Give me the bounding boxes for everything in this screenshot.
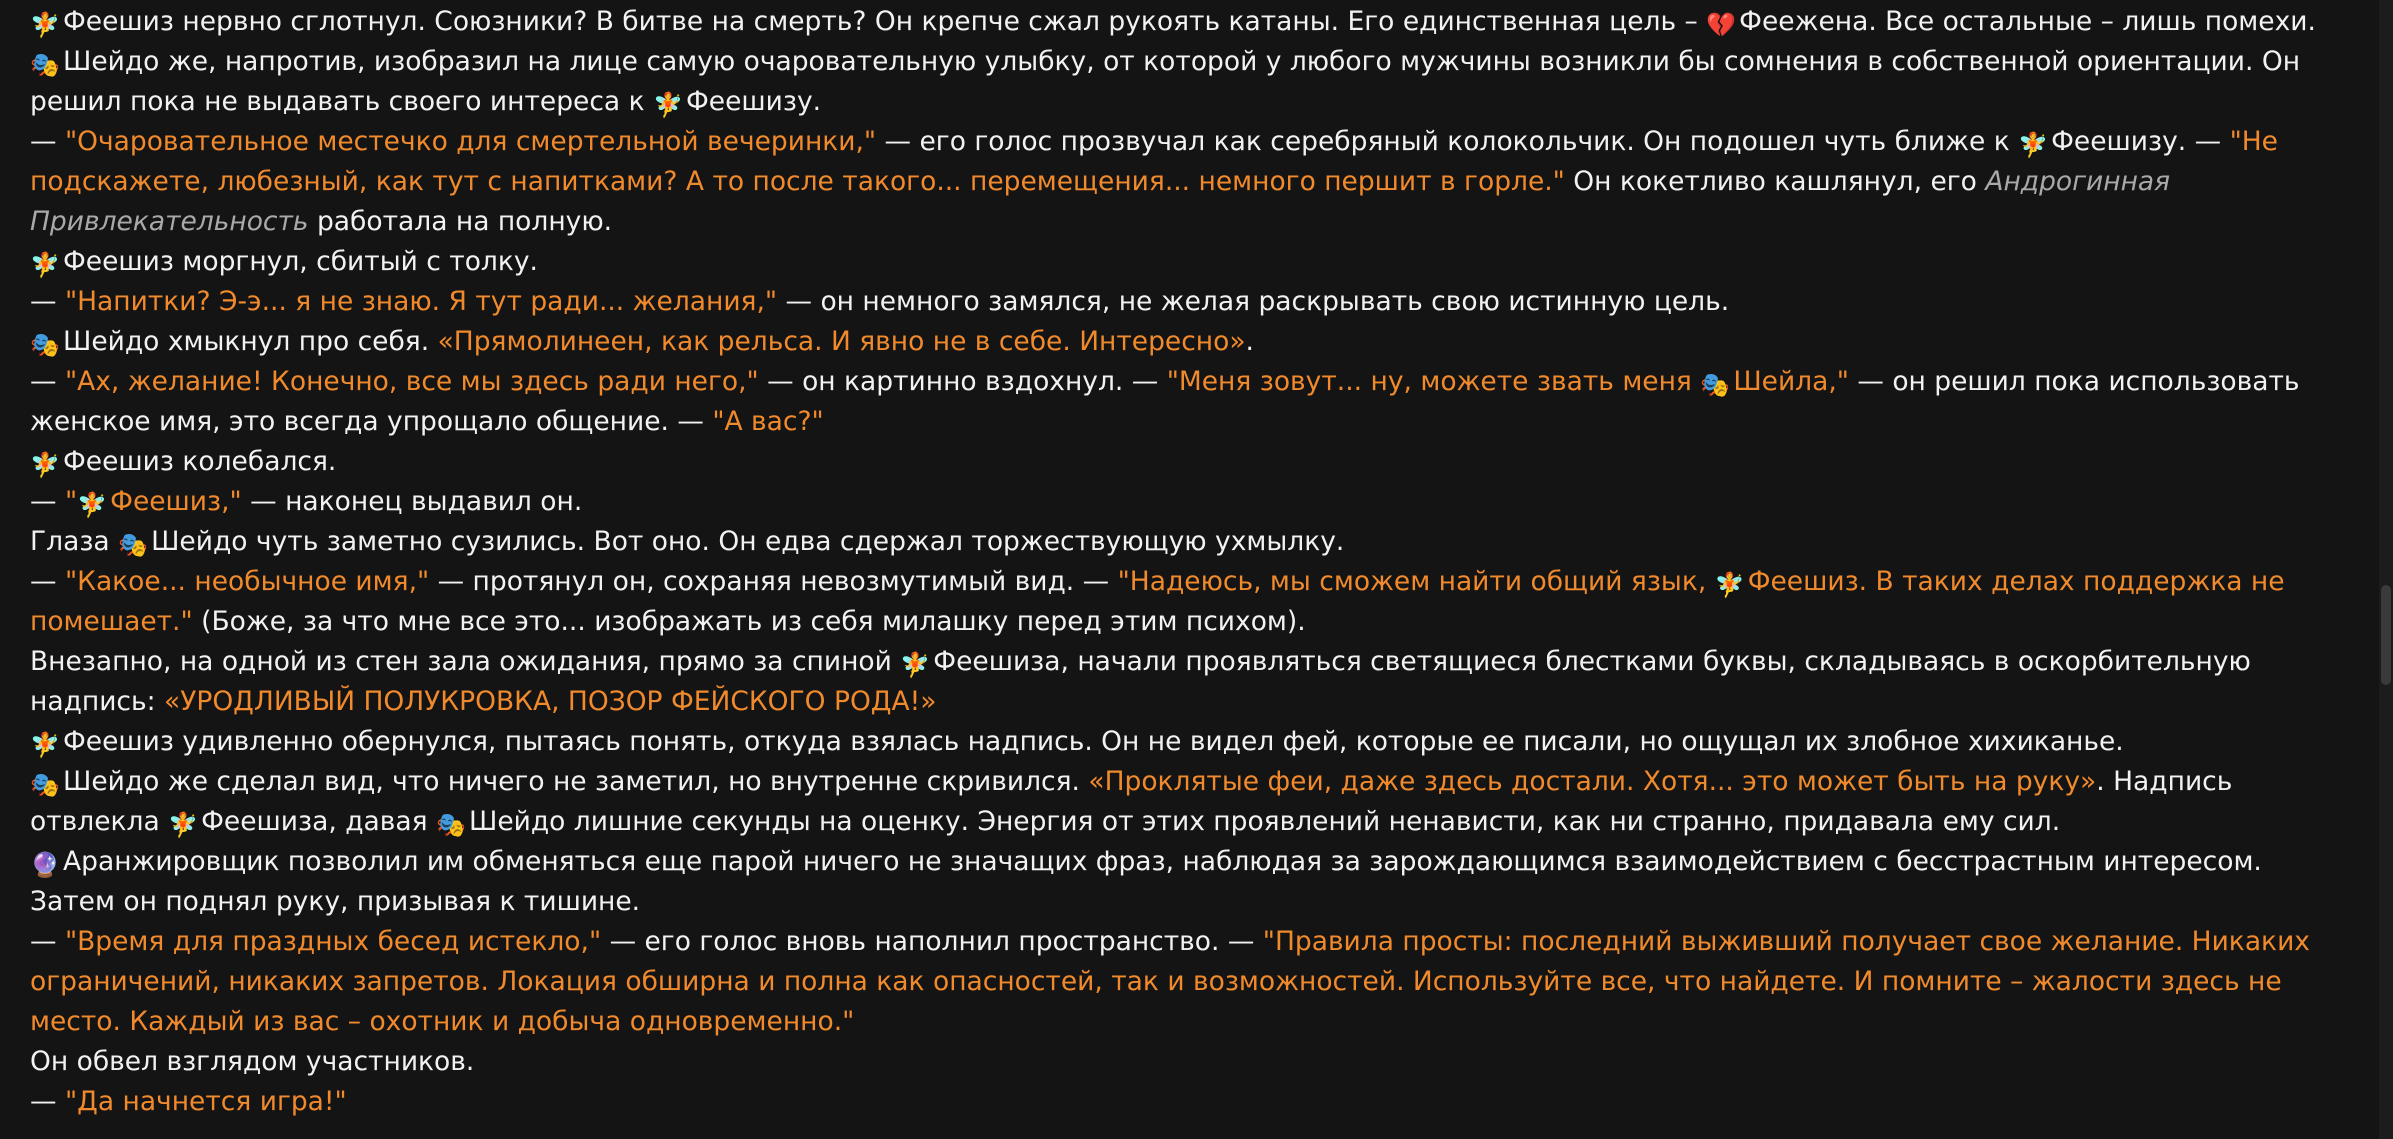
narration-text: Шейдо же сделал вид, что ничего не заметил, но внутренне скривился.	[63, 766, 1089, 797]
dialogue-text: Феешиз,"	[110, 486, 242, 517]
dialogue-text: "Меня зовут... ну, можете звать меня	[1166, 366, 1701, 397]
fairy-icon: 🧚	[1714, 571, 1745, 599]
dialogue-text: «Проклятые феи, даже здесь достали. Хотя... это может быть на руку»	[1088, 766, 2097, 797]
scrollbar-track[interactable]	[2379, 0, 2393, 1139]
narration-text: Шейдо чуть заметно сузились. Вот оно. Он едва сдержал торжествующую ухмылку.	[151, 526, 1345, 557]
dialogue-text: «УРОДЛИВЫЙ ПОЛУКРОВКА, ПОЗОР ФЕЙСКОГО РОДА!»	[163, 686, 937, 717]
narration-text: —	[30, 926, 65, 957]
dialogue-text: Шейла,"	[1733, 366, 1849, 397]
narration-text: Феежена. Все остальные – лишь помехи.	[1739, 6, 2316, 37]
narration-text: — его голос вновь наполнил пространство. —	[601, 926, 1263, 957]
story-line	[30, 522, 2350, 562]
narration-text: работала на полную.	[308, 206, 613, 237]
dialogue-text: Феешиз. В таких делах поддержка не помешает."	[30, 566, 2285, 637]
narration-text: Внезапно, на одной из стен зала ожидания, прямо за спиной	[30, 646, 901, 677]
fairy-icon: 🧚	[30, 451, 60, 479]
dialogue-text: "Правила просты: последний выживший получает свое желание. Никаких ограничений, никаких запретов. Локация обширна и полна как опасностей, так и возможностей. Используйте все, что найдете. И помните – жалости здесь не место. Каждый из вас – охотник и добыча одновременно."	[30, 926, 2310, 1037]
narration-text: (Боже, за что мне все это... изображать из себя милашку перед этим психом).	[192, 606, 1306, 637]
story-line	[30, 562, 2350, 642]
narration-text: Феешиз удивленно обернулся, пытаясь понять, откуда взялась надпись. Он не видел фей, которые ее писали, но ощущал их злобное хихиканье.	[63, 726, 2124, 757]
story-line	[30, 1082, 2350, 1122]
narration-text: — он решил пока использовать женское имя, это всегда упрощало общение. —	[30, 366, 2300, 437]
story-line	[30, 122, 2350, 242]
fairy-icon: 🧚	[77, 491, 108, 519]
narration-text: Феешиз колебался.	[63, 446, 337, 477]
story-line	[30, 722, 2350, 762]
story-line	[30, 442, 2350, 482]
dialogue-text: "А вас?"	[712, 406, 824, 437]
story-line	[30, 762, 2350, 842]
fairy-icon: 🧚	[30, 731, 60, 759]
narration-text: —	[30, 286, 65, 317]
narration-text: Глаза	[30, 526, 119, 557]
narration-text: Феешиза, давая	[201, 806, 436, 837]
narration-text: Феешизу. —	[2051, 126, 2230, 157]
narration-text: Шейдо лишние секунды на оценку. Энергия от этих проявлений ненависти, как ни странно, придавала ему сил.	[468, 806, 2061, 837]
fairy-icon: 🧚	[653, 91, 683, 119]
story-line	[30, 322, 2350, 362]
narration-text: Он обвел взглядом участников.	[30, 1046, 475, 1077]
story-line	[30, 482, 2350, 522]
scrollbar-thumb[interactable]	[2381, 585, 2391, 685]
fairy-icon: 🧚	[30, 251, 60, 279]
story-line	[30, 42, 2350, 122]
dialogue-text: "Да начнется игра!"	[64, 1086, 347, 1117]
narration-text: Шейдо хмыкнул про себя.	[63, 326, 438, 357]
theater-mask-icon: 🎭	[436, 811, 466, 839]
dialogue-text: "Не подскажете, любезный, как тут с напитками? А то после такого... перемещения... немного першит в горле."	[30, 126, 2278, 197]
trait-italic-text: Андрогинная Привлекательность	[30, 166, 2171, 237]
story-line	[30, 362, 2350, 442]
fairy-icon: 🧚	[900, 651, 931, 679]
narration-text: Феешиза, начали проявляться светящиеся блестками буквы, складываясь в оскорбительную надпись:	[30, 646, 2251, 717]
narration-text: —	[30, 486, 65, 517]
story-line	[30, 242, 2350, 282]
narration-text: Шейдо же, напротив, изобразил на лице самую очаровательную улыбку, от которой у любого мужчины возникли бы сомнения в собственной ориентации. Он решил пока не выдавать своего интереса к	[30, 46, 2301, 117]
theater-mask-icon: 🎭	[30, 51, 60, 79]
story-line	[30, 2, 2350, 42]
story-message-text	[30, 2, 2350, 1122]
narration-text: — протянул он, сохраняя невозмутимый вид. —	[429, 566, 1118, 597]
theater-mask-icon: 🎭	[30, 771, 60, 799]
dialogue-text: "	[64, 486, 78, 517]
broken-heart-icon: 💔	[1706, 11, 1737, 39]
narration-text: Аранжировщик позволил им обменяться еще парой ничего не значащих фраз, наблюдая за зарождающимся взаимодействием с бесстрастным интересом. Затем он поднял руку, призывая к тишине.	[30, 846, 2262, 917]
story-line	[30, 842, 2350, 922]
dialogue-text: "Время для праздных бесед истекло,"	[64, 926, 602, 957]
fairy-icon: 🧚	[168, 811, 199, 839]
narration-text: —	[30, 126, 65, 157]
narration-text: Феешиз моргнул, сбитый с толку.	[63, 246, 538, 277]
narration-text: — его голос прозвучал как серебряный колокольчик. Он подошел чуть ближе к	[876, 126, 2019, 157]
narration-text: —	[30, 1086, 65, 1117]
dialogue-text: "Надеюсь, мы сможем найти общий язык,	[1117, 566, 1715, 597]
story-line	[30, 282, 2350, 322]
theater-mask-icon: 🎭	[118, 531, 149, 559]
fairy-icon: 🧚	[30, 11, 60, 39]
story-line	[30, 642, 2350, 722]
dialogue-text: "Очаровательное местечко для смертельной вечеринки,"	[64, 126, 877, 157]
narration-text: Феешиз нервно сглотнул. Союзники? В битве на смерть? Он крепче сжал рукоять катаны. Его единственная цель –	[63, 6, 1707, 37]
narration-text: . Надпись отвлекла	[30, 766, 2233, 837]
fairy-icon: 🧚	[2018, 131, 2049, 159]
crystal-orb-icon: 🔮	[30, 851, 60, 879]
narration-text: —	[30, 366, 65, 397]
narration-text: —	[30, 566, 65, 597]
dialogue-text: "Ах, желание! Конечно, все мы здесь ради него,"	[64, 366, 759, 397]
story-line	[30, 922, 2350, 1042]
dialogue-text: "Напитки? Э-э... я не знаю. Я тут ради... желания,"	[64, 286, 778, 317]
dialogue-text: «Прямолинеен, как рельса. И явно не в себе. Интересно»	[437, 326, 1246, 357]
theater-mask-icon: 🎭	[30, 331, 60, 359]
narration-text: — наконец выдавил он.	[241, 486, 583, 517]
story-line	[30, 1042, 2350, 1082]
narration-text: .	[1245, 326, 1254, 357]
narration-text: — он картинно вздохнул. —	[758, 366, 1167, 397]
narration-text: Феешизу.	[686, 86, 822, 117]
narration-text: — он немного замялся, не желая раскрывать свою истинную цель.	[777, 286, 1730, 317]
dialogue-text: "Какое... необычное имя,"	[64, 566, 430, 597]
narration-text: Он кокетливо кашлянул, его	[1564, 166, 1986, 197]
theater-mask-icon: 🎭	[1700, 371, 1731, 399]
